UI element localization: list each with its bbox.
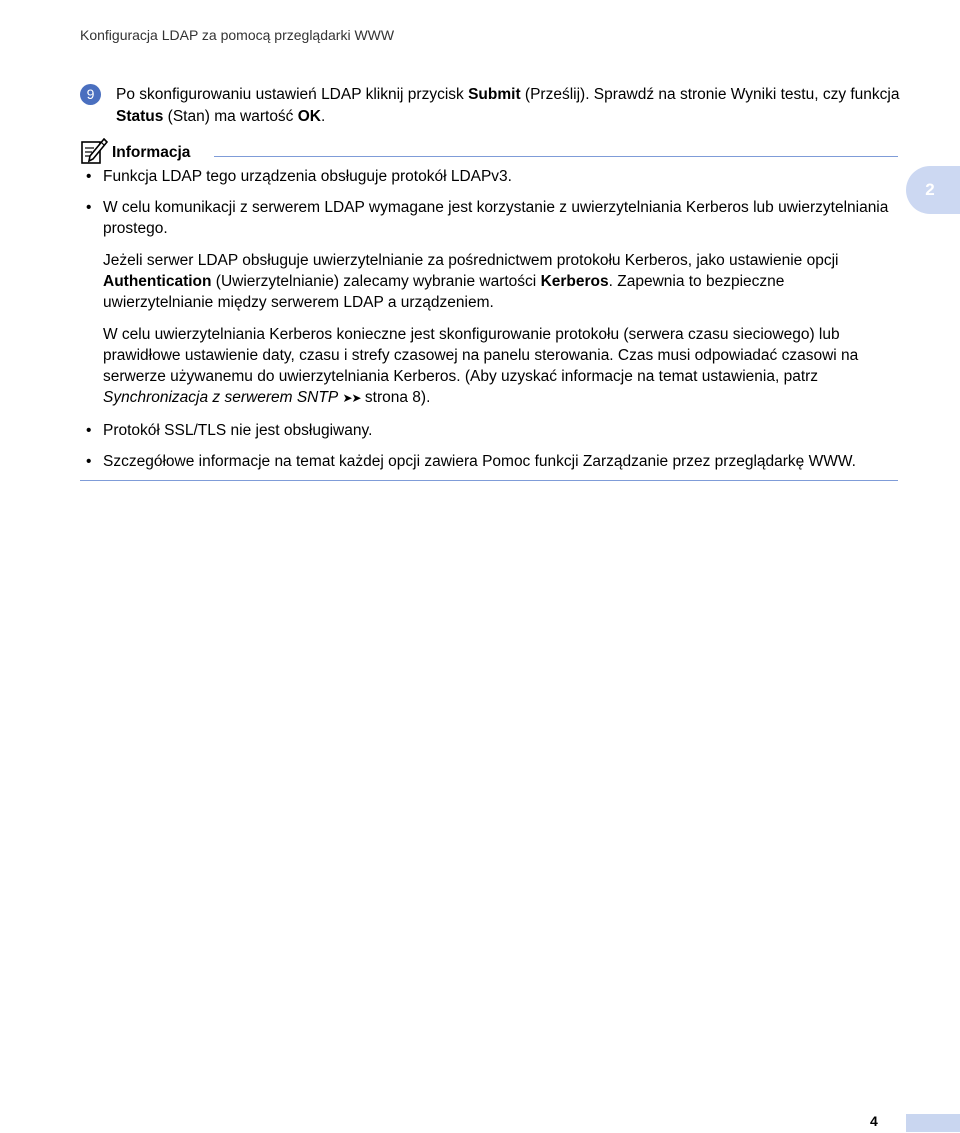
note-bullet-help: • Szczegółowe informacje na temat każdej opcji zawiera Pomoc funkcji Zarządzanie przez przeglądarkę WWW. bbox=[80, 451, 898, 472]
step-instruction: Po skonfigurowaniu ustawień LDAP kliknij przycisk Submit (Prześlij). Sprawdź na stronie Wyniki testu, czy funkcja Status (Stan) ma wartość OK. bbox=[116, 86, 900, 125]
authentication-label: Authentication bbox=[103, 273, 212, 290]
kerberos-label: Kerberos bbox=[540, 273, 609, 290]
note-bottom-divider bbox=[80, 480, 898, 481]
running-header: Konfiguracja LDAP za pomocą przeglądarki WWW bbox=[80, 27, 395, 43]
page-number-bar bbox=[906, 1114, 960, 1132]
chapter-tab: 2 bbox=[906, 166, 960, 214]
double-arrow-icon: ➤➤ bbox=[342, 391, 361, 405]
sntp-cross-reference-link[interactable]: Synchronizacja z serwerem SNTP bbox=[103, 389, 339, 406]
note-bullet-ldapv3: • Funkcja LDAP tego urządzenia obsługuje protokół LDAPv3. bbox=[80, 166, 898, 187]
status-label: Status bbox=[116, 108, 164, 125]
note-paragraph-time-sync: W celu uwierzytelniania Kerberos konieczne jest skonfigurowanie protokołu (serwera czasu sieciowego) lub prawidłowe ustawienie daty, czasu i strefy czasowej na panelu sterowania. Czas musi odpowiadać czasowi na serwerze używanemu do uwierzytelniania Kerberos. (Aby uzyskać informacje na temat ustawienia, patrz Synchronizacja z serwerem SNTP ➤➤ strona 8). bbox=[103, 326, 859, 406]
note-divider bbox=[214, 156, 898, 157]
note-header bbox=[80, 138, 898, 168]
note-title: Informacja bbox=[112, 144, 191, 161]
submit-label: Submit bbox=[468, 86, 521, 103]
note-paragraph-kerberos: Jeżeli serwer LDAP obsługuje uwierzytelnianie za pośrednictwem protokołu Kerberos, jako ustawienie opcji Authentication (Uwierzytelnianie) zalecamy wybranie wartości Kerberos. Zapewnia to bezpieczne uwierzytelnianie między serwerem LDAP a urządzeniem. bbox=[103, 252, 839, 311]
ok-label: OK bbox=[297, 108, 321, 125]
note-content bbox=[80, 166, 898, 472]
page-number: 4 bbox=[870, 1113, 878, 1129]
note-bullet-ssl: • Protokół SSL/TLS nie jest obsługiwany. bbox=[80, 420, 898, 441]
step-number-badge: 9 bbox=[80, 84, 101, 105]
note-bullet-authentication: • W celu komunikacji z serwerem LDAP wymagane jest korzystanie z uwierzytelniania Kerberos lub uwierzytelniania prostego. bbox=[80, 197, 898, 239]
pencil-note-icon bbox=[80, 138, 108, 166]
